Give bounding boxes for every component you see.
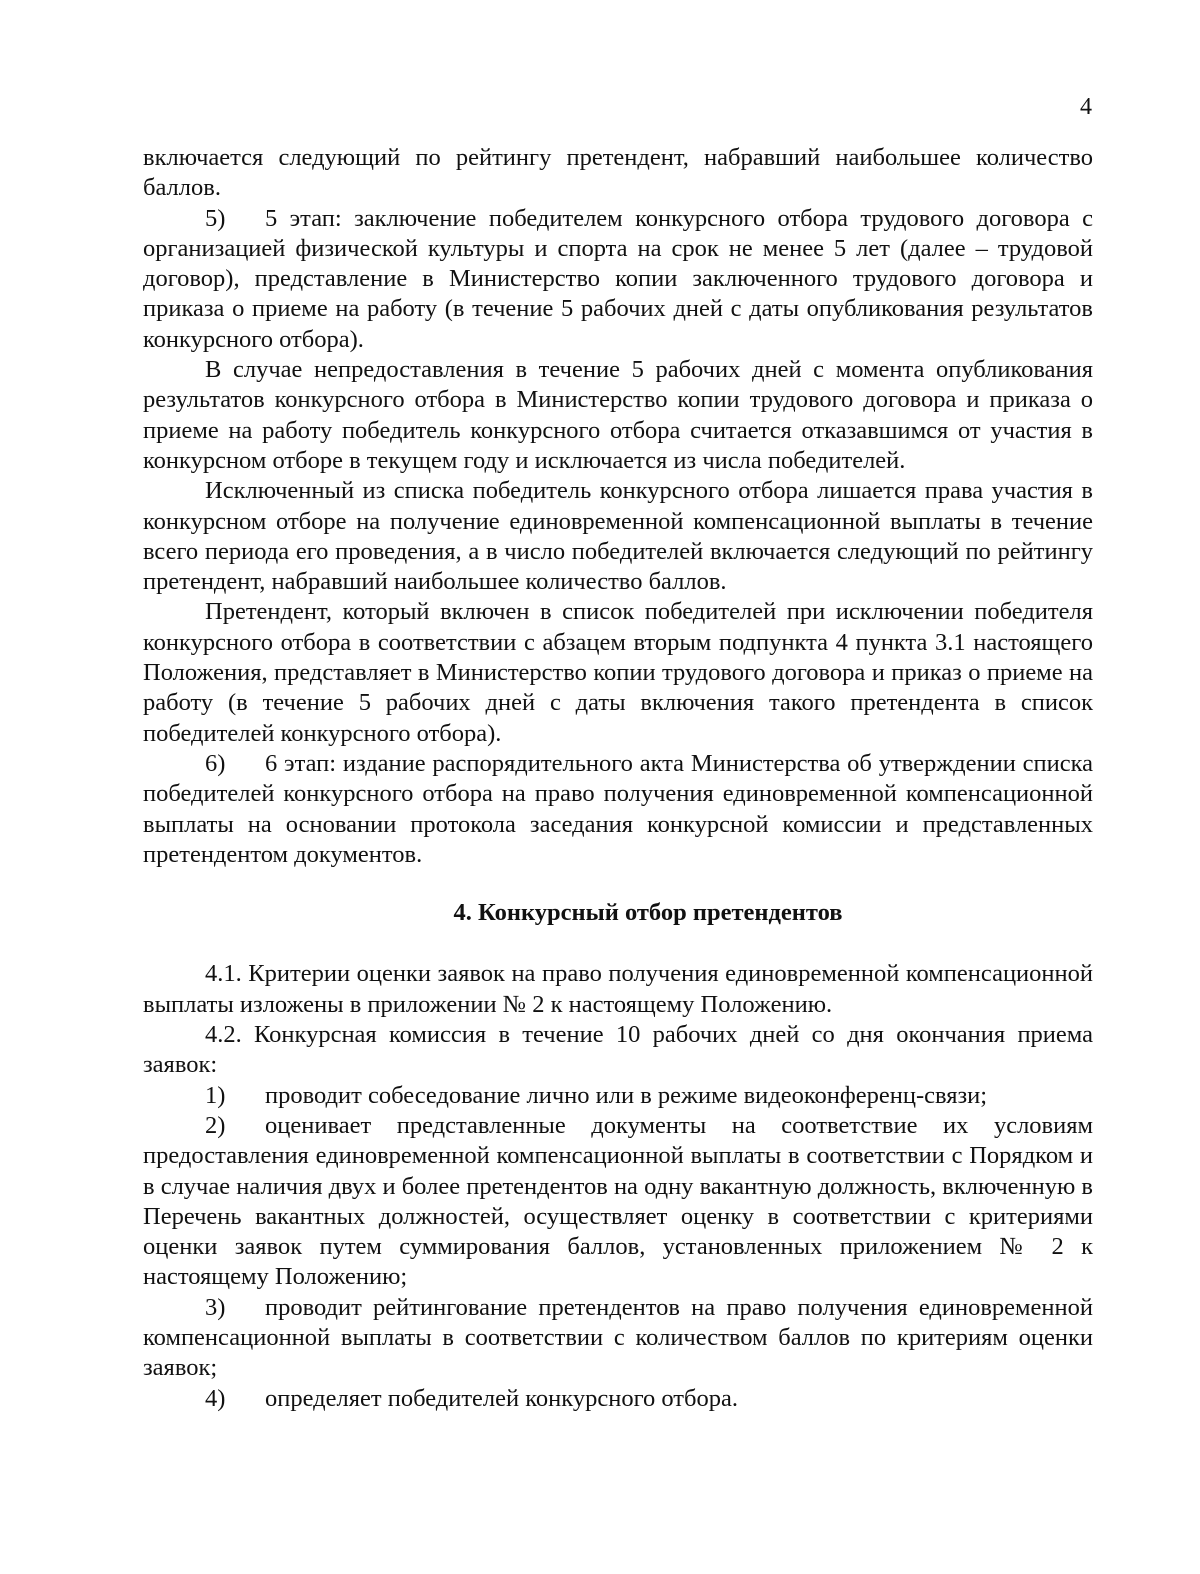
document-body [143, 143, 1093, 1414]
list-item-text: 6 этап: издание распорядительного акта Министерства об утверждении списка победителей конкурсного отбора на право получения единовременной компенсационной выплаты на основании протокола заседания конкурсной комиссии и представленных претендентом документов. [143, 749, 1093, 868]
list-item-text: определяет победителей конкурсного отбора. [265, 1384, 738, 1412]
list-item-evaluation [143, 1111, 1093, 1293]
list-item-text: оценивает представленные документы на соответствие их условиям предоставления единовременной компенсационной выплаты в соответствии с Порядком и в случае наличия двух и более претендентов на одну вакантную должность, включенную в Перечень вакантных должностей, осуществляет оценку в соответствии с критериями оценки заявок путем суммирования баллов, установленных приложением № 2 к настоящему Положению; [143, 1111, 1093, 1291]
list-item-rating [143, 1293, 1093, 1384]
list-item-number: 6) [205, 749, 226, 777]
list-item-text: 5 этап: заключение победителем конкурсного отбора трудового договора с организацией физической культуры и спорта на срок не менее 5 лет (далее – трудовой договор), представление в Министерство копии заключенного трудового договора и приказа о приеме на работу (в течение 5 рабочих дней с даты опубликования результатов конкурсного отбора). [143, 204, 1093, 353]
paragraph-excluded-winner: Исключенный из списка победитель конкурсного отбора лишается права участия в конкурсном отборе на получение единовременной компенсационной выплаты в течение всего периода его проведения, а в число победителей включается следующий по рейтингу претендент, набравший наибольшее количество баллов. [143, 477, 1093, 596]
paragraph-4-1: 4.1. Критерии оценки заявок на право получения единовременной компенсационной выплаты изложены в приложении № 2 к настоящему Положению. [143, 960, 1093, 1018]
list-item-number: 3) [205, 1293, 226, 1321]
list-item-number: 1) [205, 1081, 226, 1109]
page-number: 4 [1080, 94, 1092, 120]
list-item-number: 2) [205, 1111, 226, 1139]
list-item-text: проводит собеседование лично или в режиме видеоконференц-связи; [265, 1081, 988, 1109]
list-item-number: 4) [205, 1384, 226, 1412]
paragraph-4-2: 4.2. Конкурсная комиссия в течение 10 рабочих дней со дня окончания приема заявок: [143, 1021, 1093, 1079]
list-item-stage-5 [143, 204, 1093, 355]
list-item-text: проводит рейтингование претендентов на право получения единовременной компенсационной выплаты в соответствии с количеством баллов по критериям оценки заявок; [143, 1293, 1093, 1382]
section-heading: 4. Конкурсный отбор претендентов [453, 899, 843, 927]
list-item-interview [143, 1081, 1093, 1111]
paragraph-nonsubmission: В случае непредоставления в течение 5 рабочих дней с момента опубликования результатов конкурсного отбора в Министерство копии трудового договора и приказа о приеме на работу победитель конкурсного отбора считается отказавшимся от участия в конкурсном отборе в текущем году и исключается из числа победителей. [143, 356, 1093, 474]
paragraph-continuation: включается следующий по рейтингу претендент, набравший наибольшее количество баллов. [143, 144, 1093, 202]
paragraph-replacement-candidate: Претендент, который включен в список победителей при исключении победителя конкурсного отбора в соответствии с абзацем вторым подпункта 4 пункта 3.1 настоящего Положения, представляет в Министерство копии трудового договора и приказ о приеме на работу (в течение 5 рабочих дней с даты включения такого претендента в список победителей конкурсного отбора). [143, 598, 1093, 747]
list-item-winners [143, 1384, 1093, 1414]
list-item-stage-6 [143, 749, 1093, 870]
list-item-number: 5) [205, 204, 226, 232]
